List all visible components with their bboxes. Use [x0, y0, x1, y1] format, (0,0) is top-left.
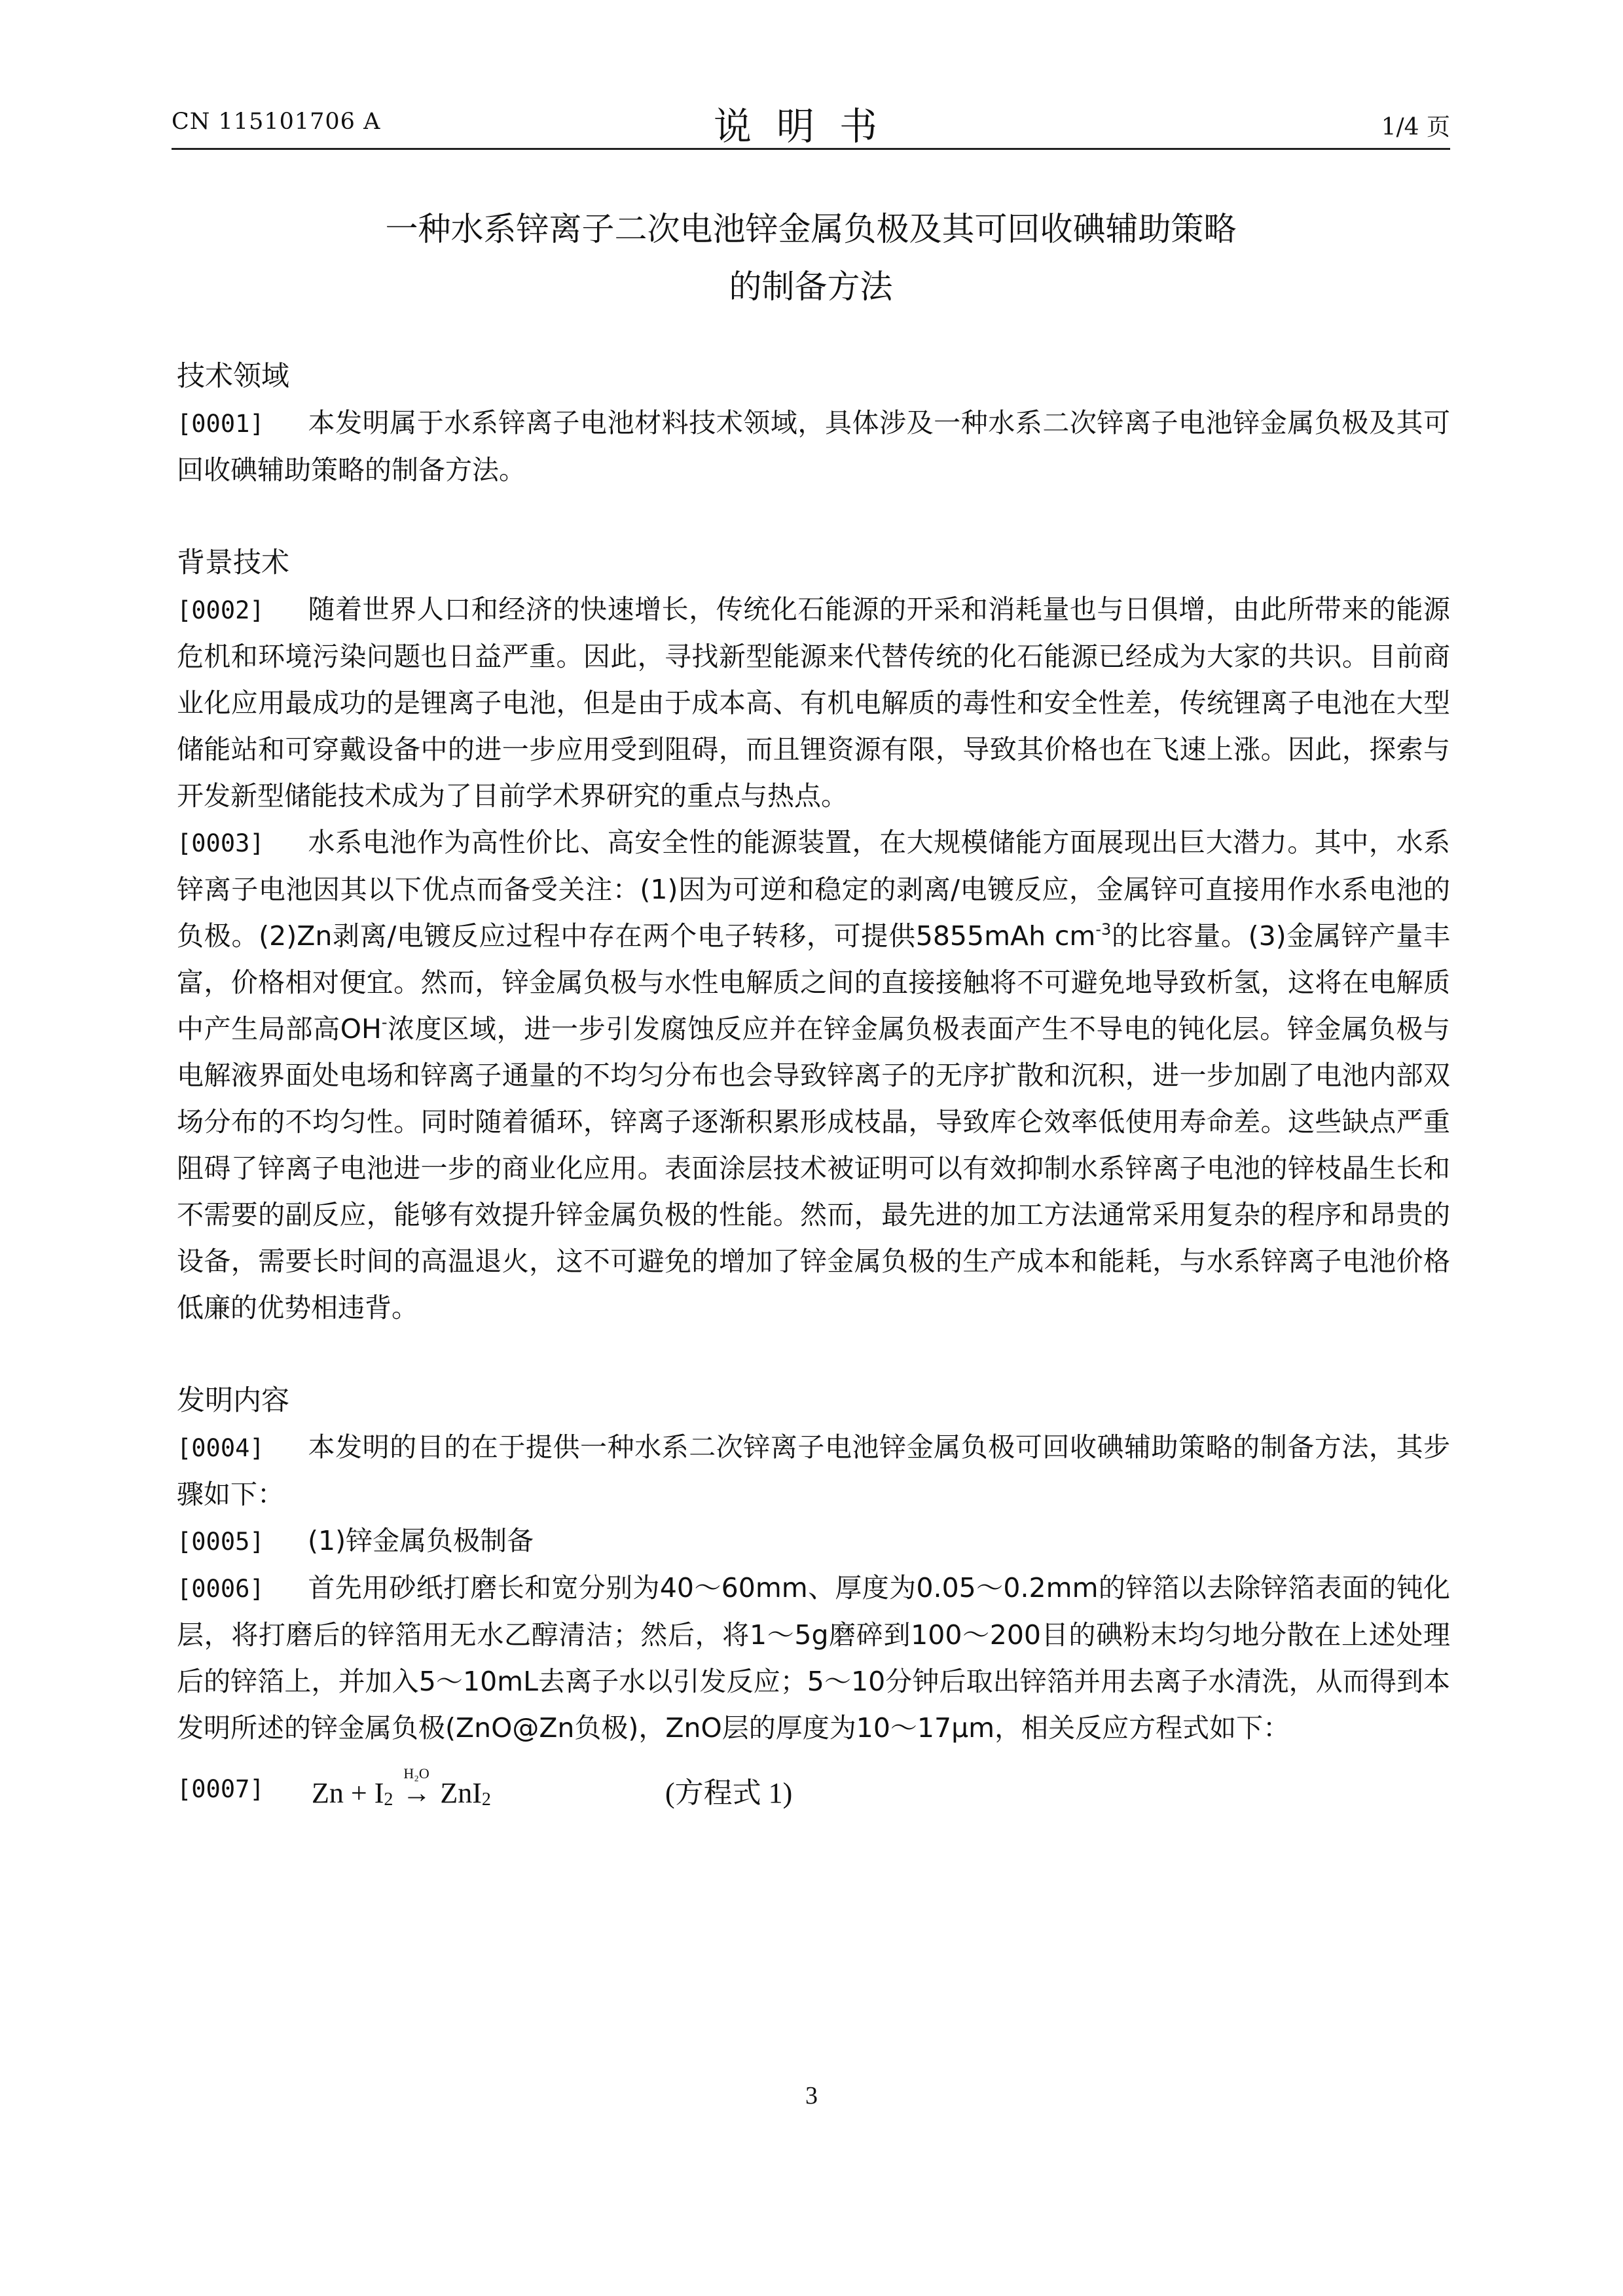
paragraph-0006 — [177, 1565, 1450, 1751]
document-type-heading: 说明书 — [714, 104, 903, 149]
paragraph-0007-equation — [177, 1755, 1450, 1814]
chemical-equation — [312, 1765, 491, 1823]
paragraph-0004 — [177, 1424, 1450, 1518]
arrow-glyph: → — [402, 1777, 431, 1809]
reaction-arrow — [402, 1765, 431, 1816]
paragraph-text: 本发明的目的在于提供一种水系二次锌离子电池锌金属负极可回收碘辅助策略的制备方法，其步骤如下： — [177, 1431, 1450, 1510]
superscript-exponent: -3 — [1095, 920, 1112, 939]
paragraph-0005 — [177, 1518, 1450, 1565]
paragraph-text: 本发明属于水系锌离子电池材料技术领域，具体涉及一种水系二次锌离子电池锌金属负极及其可回收碘辅助策略的制备方法。 — [177, 407, 1450, 486]
section-heading-background: 背景技术 — [177, 547, 289, 579]
paragraph-number: [0002] — [177, 596, 264, 624]
paragraph-0003 — [177, 819, 1450, 1331]
paragraph-text-part-b: 的比容量。(3)金属锌产量丰富，价格相对便宜。然而，锌金属负极与水性电解质之间的直接接触将不可避免地导致析氢，这将在电解质中产生局部高OH — [177, 920, 1450, 1045]
paragraph-text-part-a: 水系电池作为高性价比、高安全性的能源装置，在大规模储能方面展现出巨大潜力。其中，水系锌离子电池因其以下优点而备受关注：(1)因为可逆和稳定的剥离/电镀反应，金属锌可直接用作水系电池的负极。(2)Zn剥离/电镀反应过程中存在两个电子转移，可提供5855mAh cm — [177, 827, 1450, 952]
section-spacer — [177, 1331, 1450, 1378]
section-heading-invention: 发明内容 — [177, 1384, 289, 1417]
paragraph-0002 — [177, 586, 1450, 819]
page-number: 3 — [805, 2082, 818, 2109]
section-heading-tech-field: 技术领域 — [177, 360, 289, 393]
section-spacer — [177, 493, 1450, 540]
document-title — [172, 200, 1450, 315]
product: ZnI — [440, 1777, 482, 1809]
paragraph-number: [0007] — [177, 1775, 264, 1803]
title-line-2: 的制备方法 — [729, 268, 893, 306]
paragraph-number: [0004] — [177, 1434, 264, 1462]
reaction-condition: H₂O — [403, 1765, 429, 1782]
subscript: 2 — [384, 1789, 393, 1810]
paragraph-number: [0001] — [177, 410, 264, 438]
paragraph-text: 首先用砂纸打磨长和宽分别为40～60mm、厚度为0.05～0.2mm的锌箔以去除锌箔表面的钝化层，将打磨后的锌箔用无水乙醇清洁；然后，将1～5g磨碎到100～200目的碘粉末均匀地分散在上述处理后的锌箔上，并加入5～10mL去离子水以引发反应；5～10分钟后取出锌箔并用去离子水清洗，从而得到本发明所述的锌金属负极(ZnO@Zn负极)，ZnO层的厚度为10～17μm，相关反应方程式如下： — [177, 1572, 1450, 1744]
document-body — [177, 353, 1450, 1814]
title-line-1: 一种水系锌离子二次电池锌金属负极及其可回收碘辅助策略 — [385, 210, 1237, 248]
page-indicator: 1/4 页 — [1381, 114, 1450, 141]
paragraph-text: (1)锌金属负极制备 — [308, 1525, 534, 1556]
subscript: 2 — [481, 1789, 491, 1810]
document-number: CN 115101706 A — [172, 109, 381, 135]
reactants: Zn + I — [312, 1777, 384, 1809]
superscript-charge: - — [381, 1013, 388, 1031]
header-divider — [172, 148, 1450, 150]
paragraph-number: [0003] — [177, 829, 264, 857]
equation-label: (方程式 1) — [665, 1777, 793, 1809]
paragraph-number: [0005] — [177, 1528, 264, 1556]
paragraph-0001 — [177, 400, 1450, 493]
paragraph-text: 随着世界人口和经济的快速增长，传统化石能源的开采和消耗量也与日俱增，由此所带来的能源危机和环境污染问题也日益严重。因此，寻找新型能源来代替传统的化石能源已经成为大家的共识。目前商业化应用最成功的是锂离子电池，但是由于成本高、有机电解质的毒性和安全性差，传统锂离子电池在大型储能站和可穿戴设备中的进一步应用受到阻碍，而且锂资源有限，导致其价格也在飞速上涨。因此，探索与开发新型储能技术成为了目前学术界研究的重点与热点。 — [177, 594, 1450, 812]
paragraph-text-part-c: 浓度区域，进一步引发腐蚀反应并在锌金属负极表面产生不导电的钝化层。锌金属负极与电解液界面处电场和锌离子通量的不均匀分布也会导致锌离子的无序扩散和沉积，进一步加剧了电池内部双场分布的不均匀性。同时随着循环，锌离子逐渐积累形成枝晶，导致库仑效率低使用寿命差。这些缺点严重阻碍了锌离子电池进一步的商业化应用。表面涂层技术被证明可以有效抑制水系锌离子电池的锌枝晶生长和不需要的副反应，能够有效提升锌金属负极的性能。然而，最先进的加工方法通常采用复杂的程序和昂贵的设备，需要长时间的高温退火，这不可避免的增加了锌金属负极的生产成本和能耗，与水系锌离子电池价格低廉的优势相违背。 — [177, 1013, 1450, 1323]
paragraph-number: [0006] — [177, 1575, 264, 1603]
